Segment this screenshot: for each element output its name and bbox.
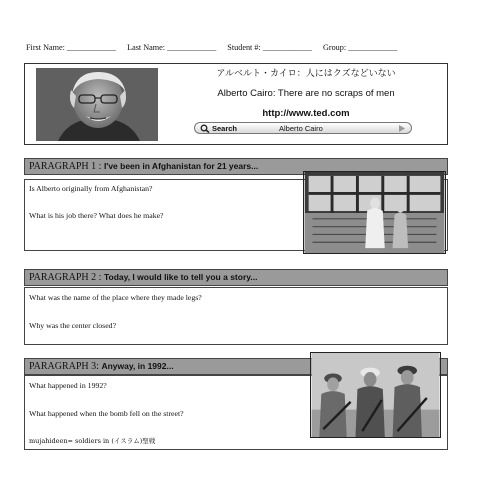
paragraph-2-separator: : [96, 272, 104, 283]
student-info-line [26, 43, 476, 52]
paragraph-1-question-1: Is Alberto originally from Afghanistan? [29, 184, 153, 193]
play-icon[interactable] [399, 125, 405, 132]
paragraph-3-subtitle: Anyway, in 1992... [101, 361, 174, 371]
paragraph-1-question-2: What is his job there? What does he make? [29, 211, 164, 220]
paragraph-1-heading: PARAGRAPH 1 [29, 161, 97, 172]
paragraph-1-separator: : [96, 161, 104, 172]
paragraph-3-separator: : [96, 361, 102, 372]
first-name-field[interactable]: First Name: ____________ [26, 43, 117, 52]
paragraph-2-subtitle: Today, I would like to tell you a story... [103, 272, 258, 282]
search-bar[interactable] [194, 122, 412, 134]
search-label: Search [212, 124, 238, 133]
paragraph-2-heading: PARAGRAPH 2 [29, 272, 97, 283]
vocabulary-gloss: mujahideen= soldiers in (イスラム)聖戦 [29, 437, 156, 445]
search-input[interactable]: Alberto Cairo [279, 124, 323, 133]
paragraph-3-question-2: What happened when the bomb fell on the street? [29, 409, 184, 418]
paragraph-3-heading: PARAGRAPH 3 [29, 361, 97, 372]
paragraph-2-question-2: Why was the center closed? [29, 321, 117, 330]
student-number-field[interactable]: Student #: ____________ [227, 43, 312, 52]
search-icon [200, 124, 210, 133]
talk-title-japanese: アルベルト・カイロ：人にはクズなどいない [216, 69, 396, 79]
mujahideen-photo [310, 352, 441, 438]
paragraph-2-header [24, 269, 448, 286]
paragraph-3-question-1: What happened in 1992? [29, 381, 107, 390]
workshop-photo [303, 171, 446, 254]
paragraph-2-question-1: What was the name of the place where they made legs? [29, 293, 202, 302]
talk-title-english: Alberto Cairo: There are no scraps of men [217, 88, 395, 99]
group-field[interactable]: Group: ____________ [322, 43, 398, 52]
last-name-field[interactable]: Last Name: ____________ [127, 43, 217, 52]
paragraph-1-subtitle: I've been in Afghanistan for 21 years... [103, 161, 259, 171]
ted-url[interactable]: http://www.ted.com [262, 108, 350, 119]
speaker-portrait [36, 68, 158, 141]
